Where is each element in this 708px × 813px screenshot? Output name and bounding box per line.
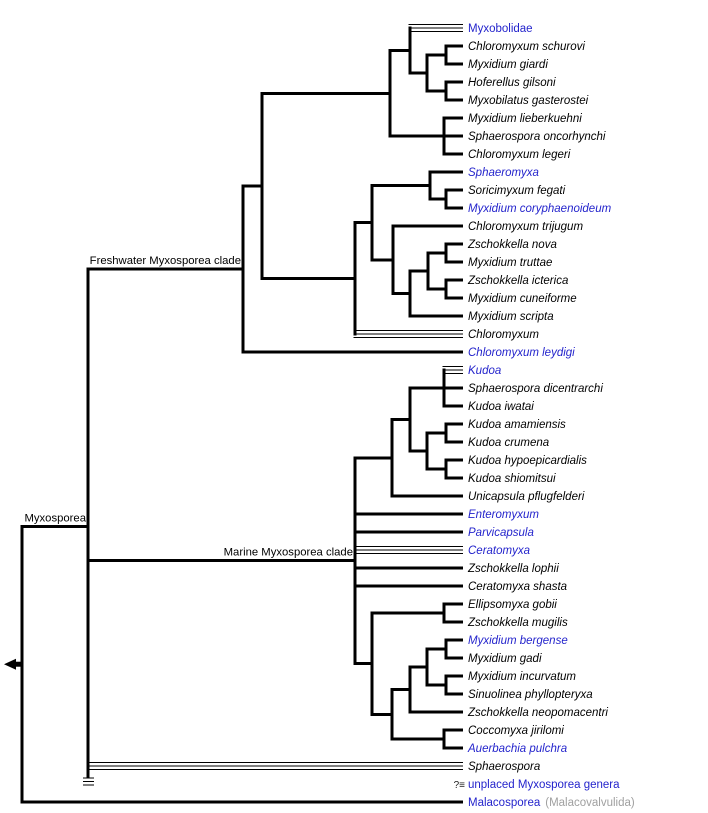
taxon-label: Myxidium lieberkuehni [468,113,582,125]
taxon-label: Chloromyxum schurovi [468,41,585,53]
taxon-label: Malacosporea (Malacovalvulida) [468,797,635,809]
taxon-label: Coccomyxa jirilomi [468,725,564,737]
taxon-label: Chloromyxum trijugum [468,221,584,233]
taxon-label: Ceratomyxa [468,545,530,557]
taxon-label: Zschokkella icterica [468,275,569,287]
clade-label: Marine Myxosporea clade [223,546,353,559]
root-arrow-icon [4,659,16,670]
taxon-label: Myxidium bergense [468,635,568,647]
taxon-label-suffix: (Malacovalvulida) [545,797,635,809]
taxon-label: Soricimyxum fegati [468,185,566,197]
taxon-label: Enteromyxum [468,509,539,521]
taxon-label: Unicapsula pflugfelderi [468,491,585,503]
taxon-label: Ellipsomyxa gobii [468,599,557,611]
unplaced-marker: ?≡ [453,780,465,791]
taxon-label: Hoferellus gilsoni [468,77,556,89]
taxon-label: unplaced Myxosporea genera [468,779,620,791]
taxon-label: Myxidium incurvatum [468,671,576,683]
taxon-label: Chloromyxum legeri [468,149,571,161]
taxon-label: Kudoa crumena [468,437,550,449]
taxon-label: Kudoa [468,365,502,377]
taxon-label: Kudoa iwatai [468,401,534,413]
taxon-label: Zschokkella neopomacentri [468,707,608,719]
taxon-label: Myxidium giardi [468,59,548,71]
taxon-label: Zschokkella lophii [468,563,559,575]
clade-label: Freshwater Myxosporea clade [89,254,241,267]
taxon-label: Myxidium coryphaenoideum [468,203,612,215]
taxon-label: Parvicapsula [468,527,534,539]
taxon-label: Kudoa shiomitsui [468,473,556,485]
taxon-label: Sphaerospora [468,761,541,773]
taxon-label: Myxidium cuneiforme [468,293,577,305]
taxon-label: Myxidium truttae [468,257,553,269]
taxon-label: Auerbachia pulchra [468,743,568,755]
taxon-label: Sphaerospora dicentrarchi [468,383,603,395]
taxon-label: Zschokkella nova [468,239,557,251]
taxon-label: Chloromyxum leydigi [468,347,575,359]
taxon-label: Sinuolinea phyllopteryxa [468,689,593,701]
taxon-label: Sphaerospora oncorhynchi [468,131,606,143]
taxon-label: Kudoa hypoepicardialis [468,455,587,467]
taxon-label: Kudoa amamiensis [468,419,566,431]
taxon-label: Myxobolidae [468,23,533,35]
taxon-label: Myxidium gadi [468,653,542,665]
taxon-label: Sphaeromyxa [468,167,539,179]
taxon-label: Myxidium scripta [468,311,554,323]
taxon-label: Myxobilatus gasterostei [468,95,589,107]
taxon-label: Chloromyxum [468,329,539,341]
taxon-label: Zschokkella mugilis [468,617,568,629]
clade-label: Myxosporea [24,512,86,525]
taxon-label: Ceratomyxa shasta [468,581,568,593]
root-arrow-stub [15,662,22,667]
